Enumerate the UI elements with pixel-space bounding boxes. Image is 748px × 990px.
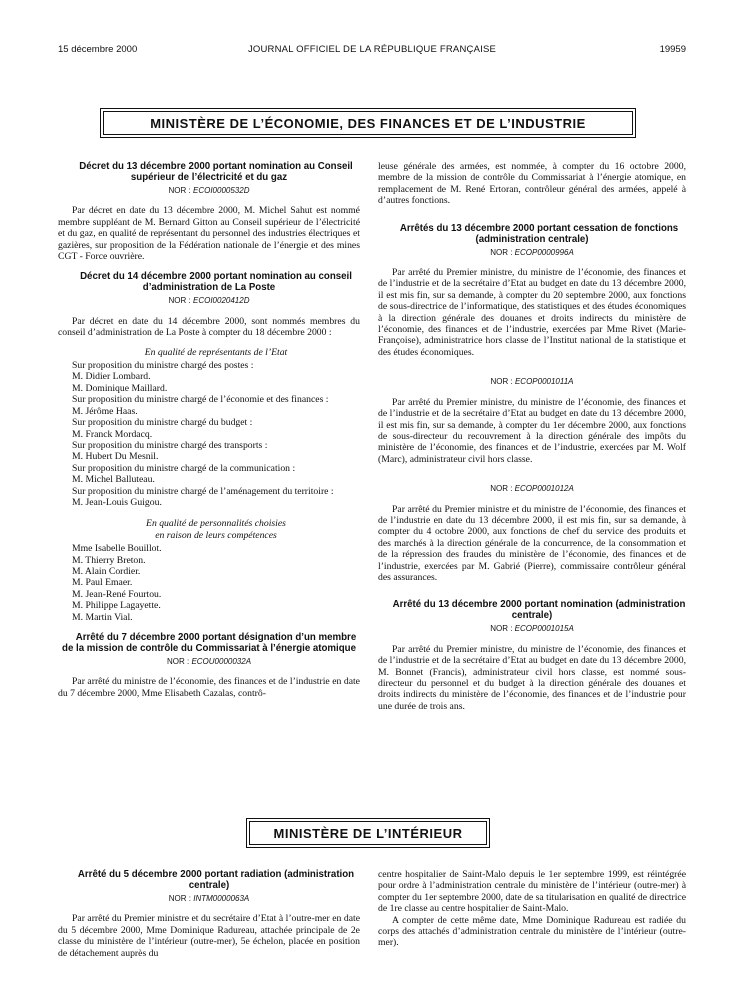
list-item: M. Paul Emaer. bbox=[72, 577, 133, 589]
order-text: Par arrêté du ministre de l’économie, des finances et de l’industrie en date du 7 décembre 2000, Mme Elisabeth Cazalas, contrô- bbox=[58, 676, 360, 699]
subsection-title: En qualité de personnalités choisies bbox=[146, 518, 286, 530]
left-column-interior bbox=[58, 869, 360, 959]
nor-reference: NOR : ECOI0020412D bbox=[168, 296, 250, 306]
order-text: leuse générale des armées, est nommée, à compter du 16 octobre 2000, membre de la mission de contrôle du Commissariat à l’énergie atomique, en remplacement de M. René Ertoran, contrôleur général des armées, appelé à d’autres fonctions. bbox=[378, 161, 686, 207]
decree-title: Décret du 13 décembre 2000 portant nomination au Conseil supérieur de l’électricité et du gaz bbox=[79, 161, 353, 183]
journal-title: JOURNAL OFFICIEL DE LA RÉPUBLIQUE FRANÇAISE bbox=[247, 44, 497, 55]
appointment-list bbox=[58, 360, 360, 508]
nor-reference: NOR : ECOP0001012A bbox=[490, 484, 574, 494]
ministry-title-interior: MINISTÈRE DE L’INTÉRIEUR bbox=[249, 821, 487, 845]
list-item: M. Dominique Maillard. bbox=[72, 382, 168, 394]
subsection-title: en raison de leurs compétences bbox=[155, 529, 277, 541]
order-text: Par arrêté du Premier ministre et du ministre de l’économie, des finances et de l’industrie en date du 13 décembre 2000, il est mis fin, sur sa demande, à compter du 4 octobre 2000, aux fonctions de chef du service des produits et des marchés à la direction générale de la concurrence, de la consommation et de la répression des fraudes du ministère de l’économie, des finances et de l’industrie, exercées par M. Gabrié (Pierre), commissaire contrôleur général des assurances. bbox=[378, 503, 686, 583]
right-column-interior bbox=[378, 869, 686, 949]
nor-reference: NOR : ECOI0000532D bbox=[168, 186, 250, 195]
header-date: 15 décembre 2000 bbox=[58, 44, 138, 55]
list-item: Sur proposition du ministre chargé de l’aménagement du territoire : bbox=[72, 485, 334, 497]
decree-text: Par décret en date du 14 décembre 2000, sont nommés membres du conseil d’administration de La Poste à compter du 18 décembre 2000 : bbox=[58, 315, 360, 339]
list-item: M. Thierry Breton. bbox=[72, 554, 146, 566]
list-item: Sur proposition du ministre chargé de la communication : bbox=[72, 462, 296, 474]
order-text: Par arrêté du Premier ministre et du secrétaire d’Etat à l’outre-mer en date du 5 décembre 2000, Mme Dominique Radureau, attachée principale de 2e classe du ministère de l’intérieur (outre-mer), 5e échelon, placée en position de détachement auprès du bbox=[58, 913, 360, 959]
right-column-economy bbox=[378, 161, 686, 712]
order-text: Par arrêté du Premier ministre, du ministre de l’économie, des finances et de l’industrie et de la secrétaire d’Etat au budget en date du 13 décembre 2000, M. Bonnet (Francis), administrateur civil hors classe, est nommé sous-directeur du personnel et du budget à la direction générale des douanes et droits indirects du ministère de l’économie, des finances et de l’industrie pour une durée de trois ans. bbox=[378, 643, 686, 712]
list-item: M. Jean-René Fourtou. bbox=[72, 588, 162, 600]
list-item: M. Hubert Du Mesnil. bbox=[72, 451, 159, 463]
list-item: M. Franck Mordacq. bbox=[72, 428, 153, 440]
nor-reference: NOR : INTM0000063A bbox=[168, 894, 250, 903]
order-text: Par arrêté du Premier ministre, du ministre de l’économie, des finances et de l’industrie et de la secrétaire d’Etat au budget en date du 13 décembre 2000, il est mis fin, sur sa demande, à compter du 20 septembre 2000, aux fonctions de sous-directrice de l’informatique, des statistiques et des études économiques à la direction générale des douanes et droits indirects du ministère de l’économie, des finances et de l’industrie, exercées par Mme Rivet (Marie-Françoise), administratrice hors classe de l’Institut national de la statistique et des études économiques. bbox=[378, 267, 686, 358]
list-item: M. Jean-Louis Guigou. bbox=[72, 496, 162, 508]
personalities-list bbox=[58, 543, 360, 623]
ministry-box-interior bbox=[246, 818, 490, 848]
running-header bbox=[58, 44, 686, 58]
nor-reference: NOR : ECOU0000032A bbox=[166, 657, 252, 666]
list-item: Sur proposition du ministre chargé de l’économie et des finances : bbox=[72, 394, 329, 406]
order-text: A compter de cette même date, Mme Dominique Radureau est radiée du corps des attachés d’administration centrale du ministère de l’intérieur (outre-mer). bbox=[378, 914, 686, 949]
list-item: M. Michel Balluteau. bbox=[72, 474, 155, 486]
nor-reference: NOR : ECOP0001011A bbox=[490, 377, 574, 387]
list-item: M. Alain Cordier. bbox=[72, 565, 141, 577]
list-item: M. Philippe Lagayette. bbox=[72, 600, 161, 612]
ministry-title-economy: MINISTÈRE DE L’ÉCONOMIE, DES FINANCES ET DE L’INDUSTRIE bbox=[103, 111, 633, 135]
decree-text: Par décret en date du 13 décembre 2000, M. Michel Sahut est nommé membre suppléant de M. Bernard Gitton au Conseil supérieur de l’électricité et du gaz, en qualité de représentant du personnel des industries électriques et gazières, sur proposition de la Fédération nationale de l’énergie et des mines CGT - Force ouvrière. bbox=[58, 205, 360, 263]
order-title: Arrêté du 7 décembre 2000 portant désignation d’un membre de la mission de contrôle du Commissariat à l’énergie atomique bbox=[62, 632, 357, 654]
list-item: Sur proposition du ministre chargé des transports : bbox=[72, 439, 268, 451]
page-number: 19959 bbox=[659, 44, 686, 55]
list-item: M. Martin Vial. bbox=[72, 611, 133, 623]
order-text: Par arrêté du Premier ministre, du ministre de l’économie, des finances et de l’industrie et de la secrétaire d’Etat au budget en date du 13 décembre 2000, il est mis fin, sur sa demande, à compter du 1er décembre 2000, aux fonctions de sous-directeur du recouvrement à la direction générale des impôts du ministère de l’économie, des finances et de l’industrie, exercées par M. Wolf (Marc), administrateur civil hors classe. bbox=[378, 396, 686, 465]
ministry-box-economy bbox=[100, 108, 636, 138]
subsection-title: En qualité de représentants de l’Etat bbox=[144, 346, 288, 358]
nor-reference: NOR : ECOP0001015A bbox=[490, 624, 574, 634]
list-item: M. Didier Lombard. bbox=[72, 371, 151, 383]
order-title: Arrêté du 13 décembre 2000 portant nomination (administration centrale) bbox=[392, 599, 686, 622]
nor-reference: NOR : ECOP0000996A bbox=[490, 247, 574, 257]
order-title: Arrêté du 5 décembre 2000 portant radiation (administration centrale) bbox=[77, 869, 355, 891]
list-item: Sur proposition du ministre chargé des postes : bbox=[72, 360, 254, 372]
order-title: Arrêtés du 13 décembre 2000 portant cessation de fonctions (administration centrale) bbox=[399, 222, 679, 245]
left-column-economy bbox=[58, 161, 360, 699]
order-text: centre hospitalier de Saint-Malo depuis le 1er septembre 1999, est réintégrée pour ordre à l’administration centrale du ministère de l’intérieur (outre-mer) à compter du 1er septembre 2000, date de sa titularisation en qualité de directrice de 1re classe au centre hospitalier de Saint-Malo. bbox=[378, 869, 686, 915]
list-item: M. Jérôme Haas. bbox=[72, 405, 138, 417]
list-item: Sur proposition du ministre chargé du budget : bbox=[72, 417, 253, 429]
list-item: Mme Isabelle Bouillot. bbox=[72, 543, 162, 555]
decree-title: Décret du 14 décembre 2000 portant nomination au conseil d’administration de La Poste bbox=[80, 271, 352, 294]
